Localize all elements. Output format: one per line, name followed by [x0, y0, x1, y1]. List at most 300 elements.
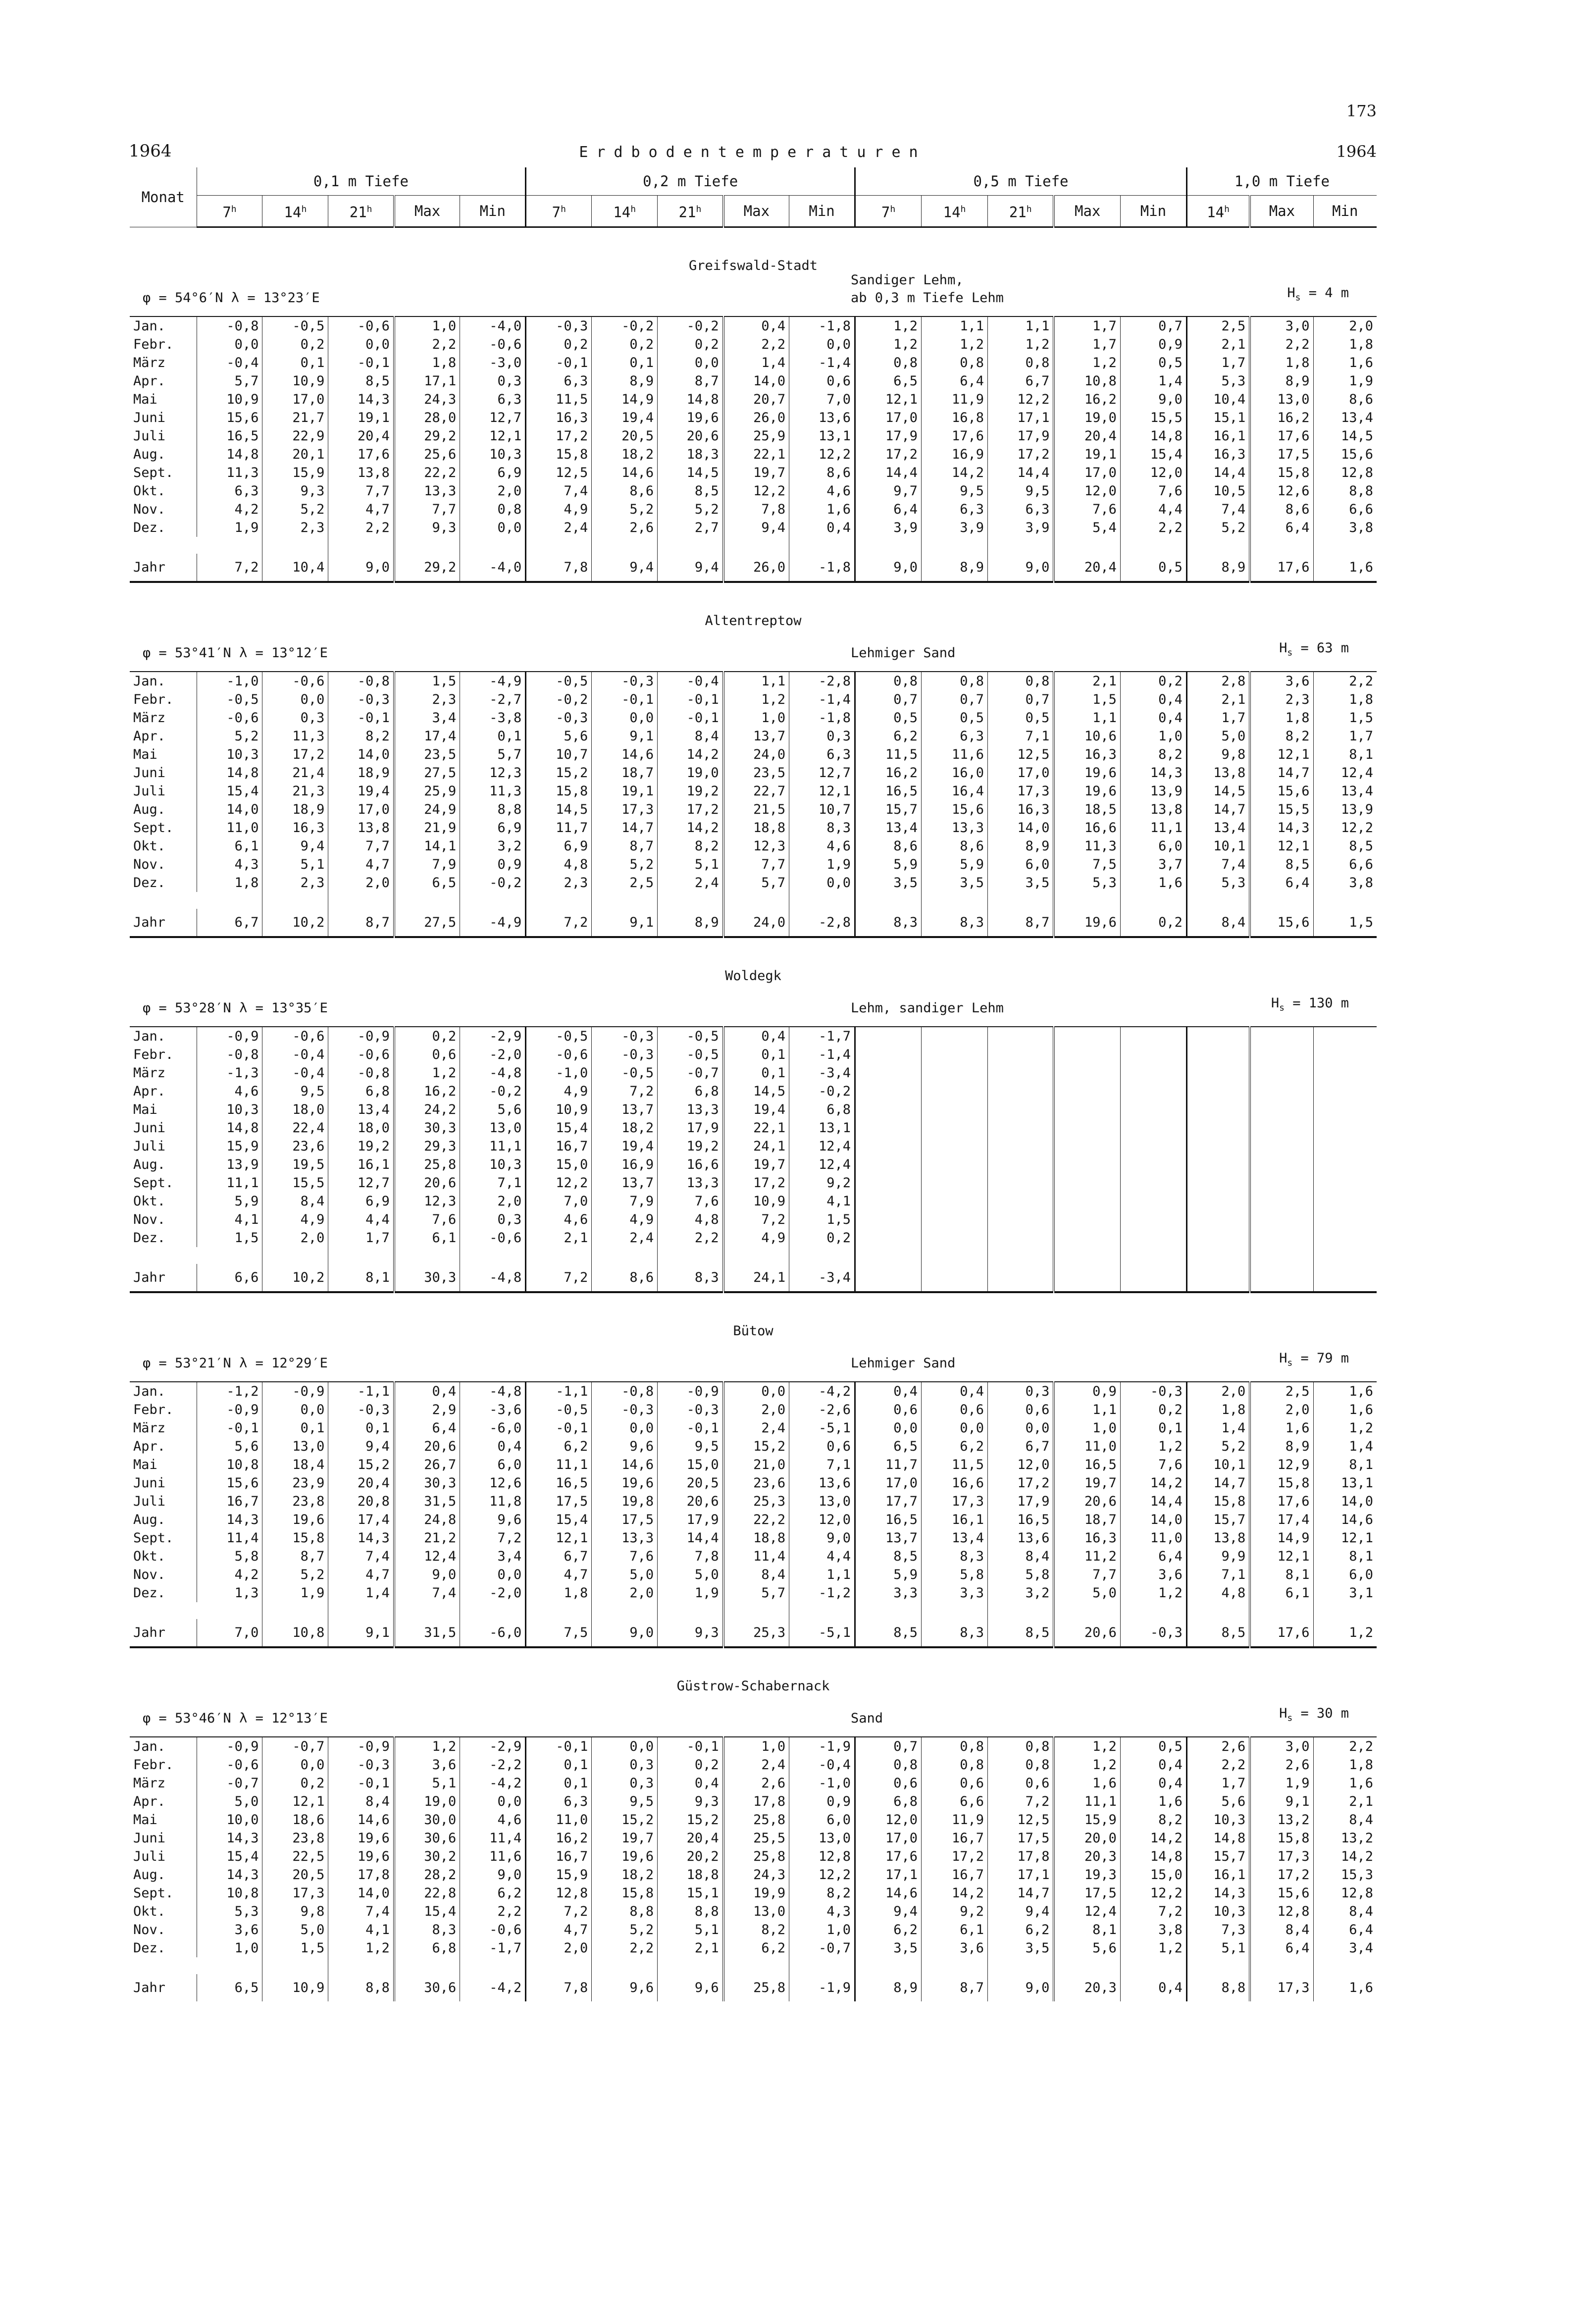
table-cell: 26,0: [723, 409, 789, 427]
table-cell: 19,1: [328, 409, 394, 427]
table-cell: [1120, 1192, 1186, 1210]
table-cell: 15,6: [197, 409, 262, 427]
table-cell: 9,5: [987, 482, 1054, 500]
table-cell: 10,9: [262, 1974, 328, 2001]
table-cell: 3,5: [855, 1939, 922, 1957]
table-cell: -5,1: [789, 1419, 855, 1437]
table-cell: 15,9: [1054, 1811, 1120, 1829]
table-cell: 7,7: [1054, 1566, 1120, 1584]
table-cell: 6,4: [922, 372, 988, 390]
table-cell: 5,3: [1054, 874, 1120, 892]
table-cell: 0,4: [922, 1382, 988, 1401]
table-cell: 2,2: [1186, 1756, 1250, 1774]
table-cell: -1,0: [789, 1774, 855, 1792]
table-cell: 4,8: [658, 1210, 723, 1229]
table-cell: 8,6: [789, 464, 855, 482]
station-coordinates: φ = 54°6′N λ = 13°23′E: [143, 290, 320, 306]
table-cell: 0,1: [262, 1419, 328, 1437]
table-cell: -0,8: [197, 1046, 262, 1064]
table-cell: 19,6: [328, 1847, 394, 1866]
annual-row: [130, 1974, 1377, 2001]
spacer-cell: [130, 537, 197, 554]
spacer-cell: [855, 1957, 922, 1974]
table-cell: 19,0: [394, 1792, 460, 1811]
table-row: [130, 1529, 1377, 1547]
month-label: Juni: [130, 1474, 197, 1492]
table-cell: -6,0: [460, 1419, 526, 1437]
table-row: [130, 1866, 1377, 1884]
table-cell: [1054, 1082, 1120, 1100]
table-cell: 11,3: [197, 464, 262, 482]
table-cell: -5,1: [789, 1619, 855, 1647]
table-cell: 3,5: [855, 874, 922, 892]
table-cell: 14,9: [1250, 1529, 1313, 1547]
table-cell: 22,1: [723, 1119, 789, 1137]
table-cell: 8,7: [592, 837, 658, 855]
table-cell: 0,9: [1054, 1382, 1120, 1401]
table-cell: 3,2: [460, 837, 526, 855]
table-row: [130, 445, 1377, 464]
month-label: Apr.: [130, 1437, 197, 1456]
table-cell: 8,3: [394, 1921, 460, 1939]
table-cell: 8,4: [658, 727, 723, 745]
col-header: Max: [723, 196, 789, 227]
table-cell: 9,1: [592, 727, 658, 745]
table-cell: 14,6: [1340, 1512, 1373, 1527]
table-cell: 19,4: [328, 782, 394, 800]
table-cell: -1,9: [789, 1974, 855, 2001]
soil-temperature-table: [130, 167, 1377, 2001]
height-subscript: s: [1287, 1713, 1293, 1724]
table-cell: 6,3: [526, 372, 592, 390]
table-cell: 9,0: [987, 554, 1054, 582]
table-cell: 15,4: [526, 1511, 592, 1529]
table-cell: 8,5: [1186, 1619, 1250, 1647]
station-name: Woldegk: [725, 968, 781, 984]
table-cell: 13,4: [1340, 410, 1373, 425]
depth-header: 1,0 m Tiefe: [1186, 167, 1377, 196]
table-cell: -0,1: [658, 690, 723, 709]
spacer-cell: [526, 892, 592, 909]
spacer-cell: [922, 1957, 988, 1974]
month-label: Juli: [130, 782, 197, 800]
table-cell: 13,4: [1186, 819, 1250, 837]
table-cell: 14,8: [197, 764, 262, 782]
station-height: $H_s = 30$ m: [1279, 1706, 1349, 1724]
table-cell: 26,0: [723, 554, 789, 582]
table-cell: 21,2: [394, 1529, 460, 1547]
table-cell: 8,7: [987, 909, 1054, 937]
table-cell: 14,6: [855, 1884, 922, 1902]
table-cell: 15,6: [1250, 1884, 1313, 1902]
spacer-row: [130, 1602, 1377, 1619]
table-row: [130, 1382, 1377, 1401]
table-cell: [855, 1192, 922, 1210]
table-cell: 10,8: [1054, 372, 1120, 390]
table-row: [130, 855, 1377, 874]
table-cell: 5,1: [658, 855, 723, 874]
table-cell: 5,9: [922, 855, 988, 874]
table-cell: 3,5: [987, 1939, 1054, 1957]
table-cell: [1186, 1100, 1250, 1119]
table-cell: 2,1: [1349, 1793, 1373, 1809]
table-cell: 5,4: [1054, 519, 1120, 537]
table-cell: 8,3: [855, 909, 922, 937]
table-cell: [1313, 1137, 1377, 1155]
table-cell: 17,2: [658, 800, 723, 819]
table-cell: 0,5: [987, 709, 1054, 727]
table-cell: -0,1: [658, 1737, 723, 1756]
table-cell: -4,9: [460, 909, 526, 937]
table-cell: -2,8: [789, 672, 855, 690]
month-label: Jahr: [130, 1619, 197, 1647]
table-cell: 0,8: [460, 500, 526, 519]
table-cell: 5,9: [855, 855, 922, 874]
table-cell: 1,8: [1186, 1401, 1250, 1419]
table-row: [130, 1474, 1377, 1492]
soil-type: Sand: [851, 1710, 883, 1726]
table-cell: 0,0: [460, 1792, 526, 1811]
table-cell: 17,8: [987, 1847, 1054, 1866]
table-cell: 16,2: [1054, 390, 1120, 409]
table-cell: -0,1: [658, 709, 723, 727]
table-cell: 19,7: [592, 1829, 658, 1847]
table-cell: 1,4: [1120, 372, 1186, 390]
table-cell: 19,4: [723, 1100, 789, 1119]
table-cell: -0,3: [658, 1401, 723, 1419]
table-cell: -0,4: [658, 672, 723, 690]
table-cell: 1,8: [197, 874, 262, 892]
table-cell: 14,9: [592, 390, 658, 409]
annual-row: [130, 1264, 1377, 1292]
table-cell: 1,4: [328, 1584, 394, 1602]
table-cell: 13,1: [789, 1119, 855, 1137]
table-cell: [1120, 1229, 1186, 1247]
table-cell: -0,9: [658, 1382, 723, 1401]
table-cell: 1,2: [723, 690, 789, 709]
table-cell: 1,1: [789, 1566, 855, 1584]
month-label: Dez.: [130, 874, 197, 892]
table-cell: -1,4: [789, 1046, 855, 1064]
spacer-cell: [789, 1957, 855, 1974]
table-cell: 17,3: [987, 782, 1054, 800]
station-header-box: [143, 938, 1364, 1026]
table-cell: 14,8: [197, 445, 262, 464]
table-cell: 17,1: [394, 372, 460, 390]
table-cell: -3,6: [460, 1401, 526, 1419]
spacer-cell: [262, 892, 328, 909]
table-cell: -0,9: [197, 1401, 262, 1419]
spacer-cell: [394, 1247, 460, 1264]
table-cell: 4,7: [526, 1921, 592, 1939]
table-row: [130, 409, 1377, 427]
table-cell: 0,0: [197, 335, 262, 354]
table-cell: 12,5: [987, 1811, 1054, 1829]
table-cell: 6,0: [1349, 1567, 1373, 1582]
table-cell: [855, 1229, 922, 1247]
table-cell: [1250, 1192, 1313, 1210]
table-cell: -0,5: [526, 1401, 592, 1419]
table-cell: 2,4: [592, 1229, 658, 1247]
table-cell: 5,2: [1186, 519, 1250, 537]
station-height: $H_s = 130$ m: [1271, 995, 1349, 1013]
table-cell: 9,4: [658, 554, 723, 582]
spacer-cell: [658, 1602, 723, 1619]
table-cell: 4,3: [789, 1902, 855, 1921]
table-row: [130, 519, 1377, 537]
table-cell: 13,9: [197, 1155, 262, 1174]
table-cell: 13,3: [394, 482, 460, 500]
table-cell: 25,8: [394, 1155, 460, 1174]
table-cell: 1,1: [1054, 1401, 1120, 1419]
spacer-cell: [1186, 1957, 1250, 1974]
table-row: [130, 782, 1377, 800]
table-cell: 6,1: [394, 1229, 460, 1247]
table-cell: 8,2: [723, 1921, 789, 1939]
table-cell: 16,2: [526, 1829, 592, 1847]
hour-suffix: h: [696, 204, 702, 214]
table-cell: [855, 1119, 922, 1137]
table-cell: -0,3: [592, 672, 658, 690]
table-row: [130, 672, 1377, 690]
table-cell: 12,1: [1250, 837, 1313, 855]
table-cell: 13,8: [1186, 764, 1250, 782]
table-cell: [1250, 1229, 1313, 1247]
table-cell: 0,0: [789, 335, 855, 354]
table-cell: 8,1: [1349, 746, 1373, 762]
table-cell: 0,8: [987, 354, 1054, 372]
table-cell: 3,8: [1349, 875, 1373, 890]
spacer-cell: [723, 1957, 789, 1974]
table-cell: [1313, 1229, 1377, 1247]
table-cell: 8,4: [262, 1192, 328, 1210]
table-cell: 13,4: [922, 1529, 988, 1547]
spacer-row: [130, 1247, 1377, 1264]
spacer-cell: [987, 892, 1054, 909]
table-cell: 18,0: [328, 1119, 394, 1137]
table-cell: 21,9: [394, 819, 460, 837]
table-cell: 17,2: [922, 1847, 988, 1866]
height-subscript: s: [1279, 1002, 1285, 1013]
table-cell: 2,5: [592, 874, 658, 892]
table-cell: 1,2: [922, 335, 988, 354]
table-cell: 0,6: [987, 1774, 1054, 1792]
soil-type: Sandiger Lehm, ab 0,3 m Tiefe Lehm: [851, 272, 1004, 306]
table-cell: 14,6: [592, 745, 658, 764]
table-cell: 21,0: [723, 1456, 789, 1474]
table-cell: [1120, 1210, 1186, 1229]
table-cell: 12,4: [1054, 1902, 1120, 1921]
spacer-cell: [1313, 537, 1377, 554]
table-cell: 2,7: [658, 519, 723, 537]
spacer-cell: [1186, 1247, 1250, 1264]
table-cell: 8,2: [658, 837, 723, 855]
table-cell: 1,0: [789, 1921, 855, 1939]
station-name: Bütow: [733, 1323, 773, 1339]
table-cell: 20,2: [658, 1847, 723, 1866]
table-cell: 8,9: [1250, 372, 1313, 390]
table-cell: 16,3: [262, 819, 328, 837]
table-cell: 7,1: [460, 1174, 526, 1192]
month-label: Okt.: [130, 1192, 197, 1210]
table-cell: 17,0: [262, 390, 328, 409]
table-cell: 15,9: [262, 464, 328, 482]
table-cell: 30,3: [394, 1264, 460, 1292]
table-cell: [1054, 1229, 1120, 1247]
table-cell: 0,1: [262, 354, 328, 372]
spacer-cell: [592, 537, 658, 554]
table-cell: 7,2: [197, 554, 262, 582]
station-name: Greifswald-Stadt: [688, 258, 818, 273]
station-coordinates: φ = 53°41′N λ = 13°12′E: [143, 645, 328, 661]
table-cell: 1,4: [723, 354, 789, 372]
table-cell: 15,6: [922, 800, 988, 819]
table-cell: 11,0: [1054, 1437, 1120, 1456]
table-cell: [1186, 1064, 1250, 1082]
table-cell: 10,0: [197, 1811, 262, 1829]
table-cell: 12,1: [855, 390, 922, 409]
station-header: [130, 582, 1377, 672]
table-cell: 17,2: [987, 445, 1054, 464]
table-cell: 3,6: [197, 1921, 262, 1939]
table-cell: 4,9: [526, 1082, 592, 1100]
table-cell: -0,3: [328, 690, 394, 709]
table-cell: 6,4: [855, 500, 922, 519]
spacer-cell: [526, 537, 592, 554]
spacer-cell: [1313, 1247, 1377, 1264]
table-cell: 19,7: [1054, 1474, 1120, 1492]
table-cell: 1,6: [1250, 1419, 1313, 1437]
table-cell: -2,2: [460, 1756, 526, 1774]
table-cell: 1,5: [262, 1939, 328, 1957]
table-row: [130, 709, 1377, 727]
table-cell: 14,0: [1120, 1511, 1186, 1529]
hour-suffix: h: [890, 204, 896, 214]
spacer-cell: [526, 1602, 592, 1619]
table-cell: 5,1: [658, 1921, 723, 1939]
table-row: [130, 1119, 1377, 1137]
table-cell: 7,1: [987, 727, 1054, 745]
table-cell: 2,3: [1250, 690, 1313, 709]
table-cell: 16,7: [197, 1492, 262, 1511]
table-cell: 5,6: [460, 1100, 526, 1119]
table-cell: 6,6: [197, 1264, 262, 1292]
spacer-cell: [328, 1957, 394, 1974]
table-cell: 24,3: [394, 390, 460, 409]
table-cell: 13,9: [1120, 782, 1186, 800]
table-cell: 9,3: [658, 1619, 723, 1647]
table-cell: 6,6: [922, 1792, 988, 1811]
table-cell: 2,0: [262, 1229, 328, 1247]
table-cell: 7,9: [592, 1192, 658, 1210]
table-cell: 2,2: [723, 335, 789, 354]
table-cell: 6,7: [987, 372, 1054, 390]
table-cell: 3,4: [1349, 1940, 1373, 1956]
table-cell: 8,7: [922, 1974, 988, 2001]
table-cell: -0,6: [262, 1027, 328, 1046]
table-row: [130, 1492, 1377, 1511]
table-cell: 14,2: [658, 745, 723, 764]
table-cell: -0,4: [789, 1756, 855, 1774]
table-cell: 2,6: [723, 1774, 789, 1792]
table-cell: 17,3: [922, 1492, 988, 1511]
table-cell: -0,1: [526, 1419, 592, 1437]
table-cell: 0,4: [394, 1382, 460, 1401]
table-cell: -4,8: [460, 1382, 526, 1401]
table-cell: -0,3: [328, 1401, 394, 1419]
table-cell: 1,9: [197, 519, 262, 537]
table-cell: 0,0: [789, 874, 855, 892]
table-cell: [1250, 1082, 1313, 1100]
table-cell: 8,6: [1349, 391, 1373, 407]
table-cell: 7,8: [723, 500, 789, 519]
table-cell: [1250, 1119, 1313, 1137]
table-cell: 1,2: [855, 317, 922, 335]
table-cell: 0,0: [592, 709, 658, 727]
table-cell: 0,0: [658, 354, 723, 372]
table-cell: 5,7: [723, 1584, 789, 1602]
height-subscript: s: [1287, 1358, 1293, 1368]
month-label: Mai: [130, 390, 197, 409]
table-cell: 23,8: [262, 1829, 328, 1847]
table-cell: 15,3: [1340, 1867, 1373, 1883]
table-cell: 7,3: [1186, 1921, 1250, 1939]
table-cell: -0,4: [197, 354, 262, 372]
spacer-cell: [1120, 1957, 1186, 1974]
table-cell: 4,9: [526, 500, 592, 519]
table-cell: 4,1: [197, 1210, 262, 1229]
table-cell: 1,1: [922, 317, 988, 335]
table-cell: 20,8: [328, 1492, 394, 1511]
soil-type: Lehmiger Sand: [851, 1355, 956, 1371]
table-cell: 9,0: [789, 1529, 855, 1547]
col-header: Max: [394, 196, 460, 227]
table-cell: 11,4: [723, 1547, 789, 1566]
table-cell: 16,7: [526, 1137, 592, 1155]
table-cell: 15,4: [526, 1119, 592, 1137]
table-cell: 6,2: [460, 1884, 526, 1902]
table-cell: [987, 1027, 1054, 1046]
table-cell: [1120, 1064, 1186, 1082]
table-cell: 0,2: [592, 335, 658, 354]
table-cell: -2,8: [789, 909, 855, 937]
table-cell: 2,0: [1349, 318, 1373, 334]
table-cell: 17,4: [1250, 1511, 1313, 1529]
table-cell: 0,2: [526, 335, 592, 354]
table-cell: 6,5: [855, 372, 922, 390]
table-cell: 25,3: [723, 1619, 789, 1647]
spacer-cell: [328, 537, 394, 554]
table-cell: -0,3: [526, 317, 592, 335]
table-cell: [922, 1027, 988, 1046]
table-cell: 11,1: [460, 1137, 526, 1155]
table-cell: 16,5: [855, 1511, 922, 1529]
table-cell: 11,1: [1054, 1792, 1120, 1811]
table-row: [130, 1192, 1377, 1210]
table-cell: 7,6: [1120, 482, 1186, 500]
table-cell: 8,8: [328, 1974, 394, 2001]
table-cell: -4,8: [460, 1264, 526, 1292]
table-cell: 21,3: [262, 782, 328, 800]
table-cell: 13,3: [658, 1100, 723, 1119]
table-cell: 12,2: [1340, 820, 1373, 836]
table-row: [130, 1174, 1377, 1192]
table-cell: 17,3: [1250, 1847, 1313, 1866]
table-cell: 17,6: [922, 427, 988, 445]
month-label: Febr.: [130, 1401, 197, 1419]
table-cell: 0,3: [460, 1210, 526, 1229]
table-cell: [1250, 1155, 1313, 1174]
